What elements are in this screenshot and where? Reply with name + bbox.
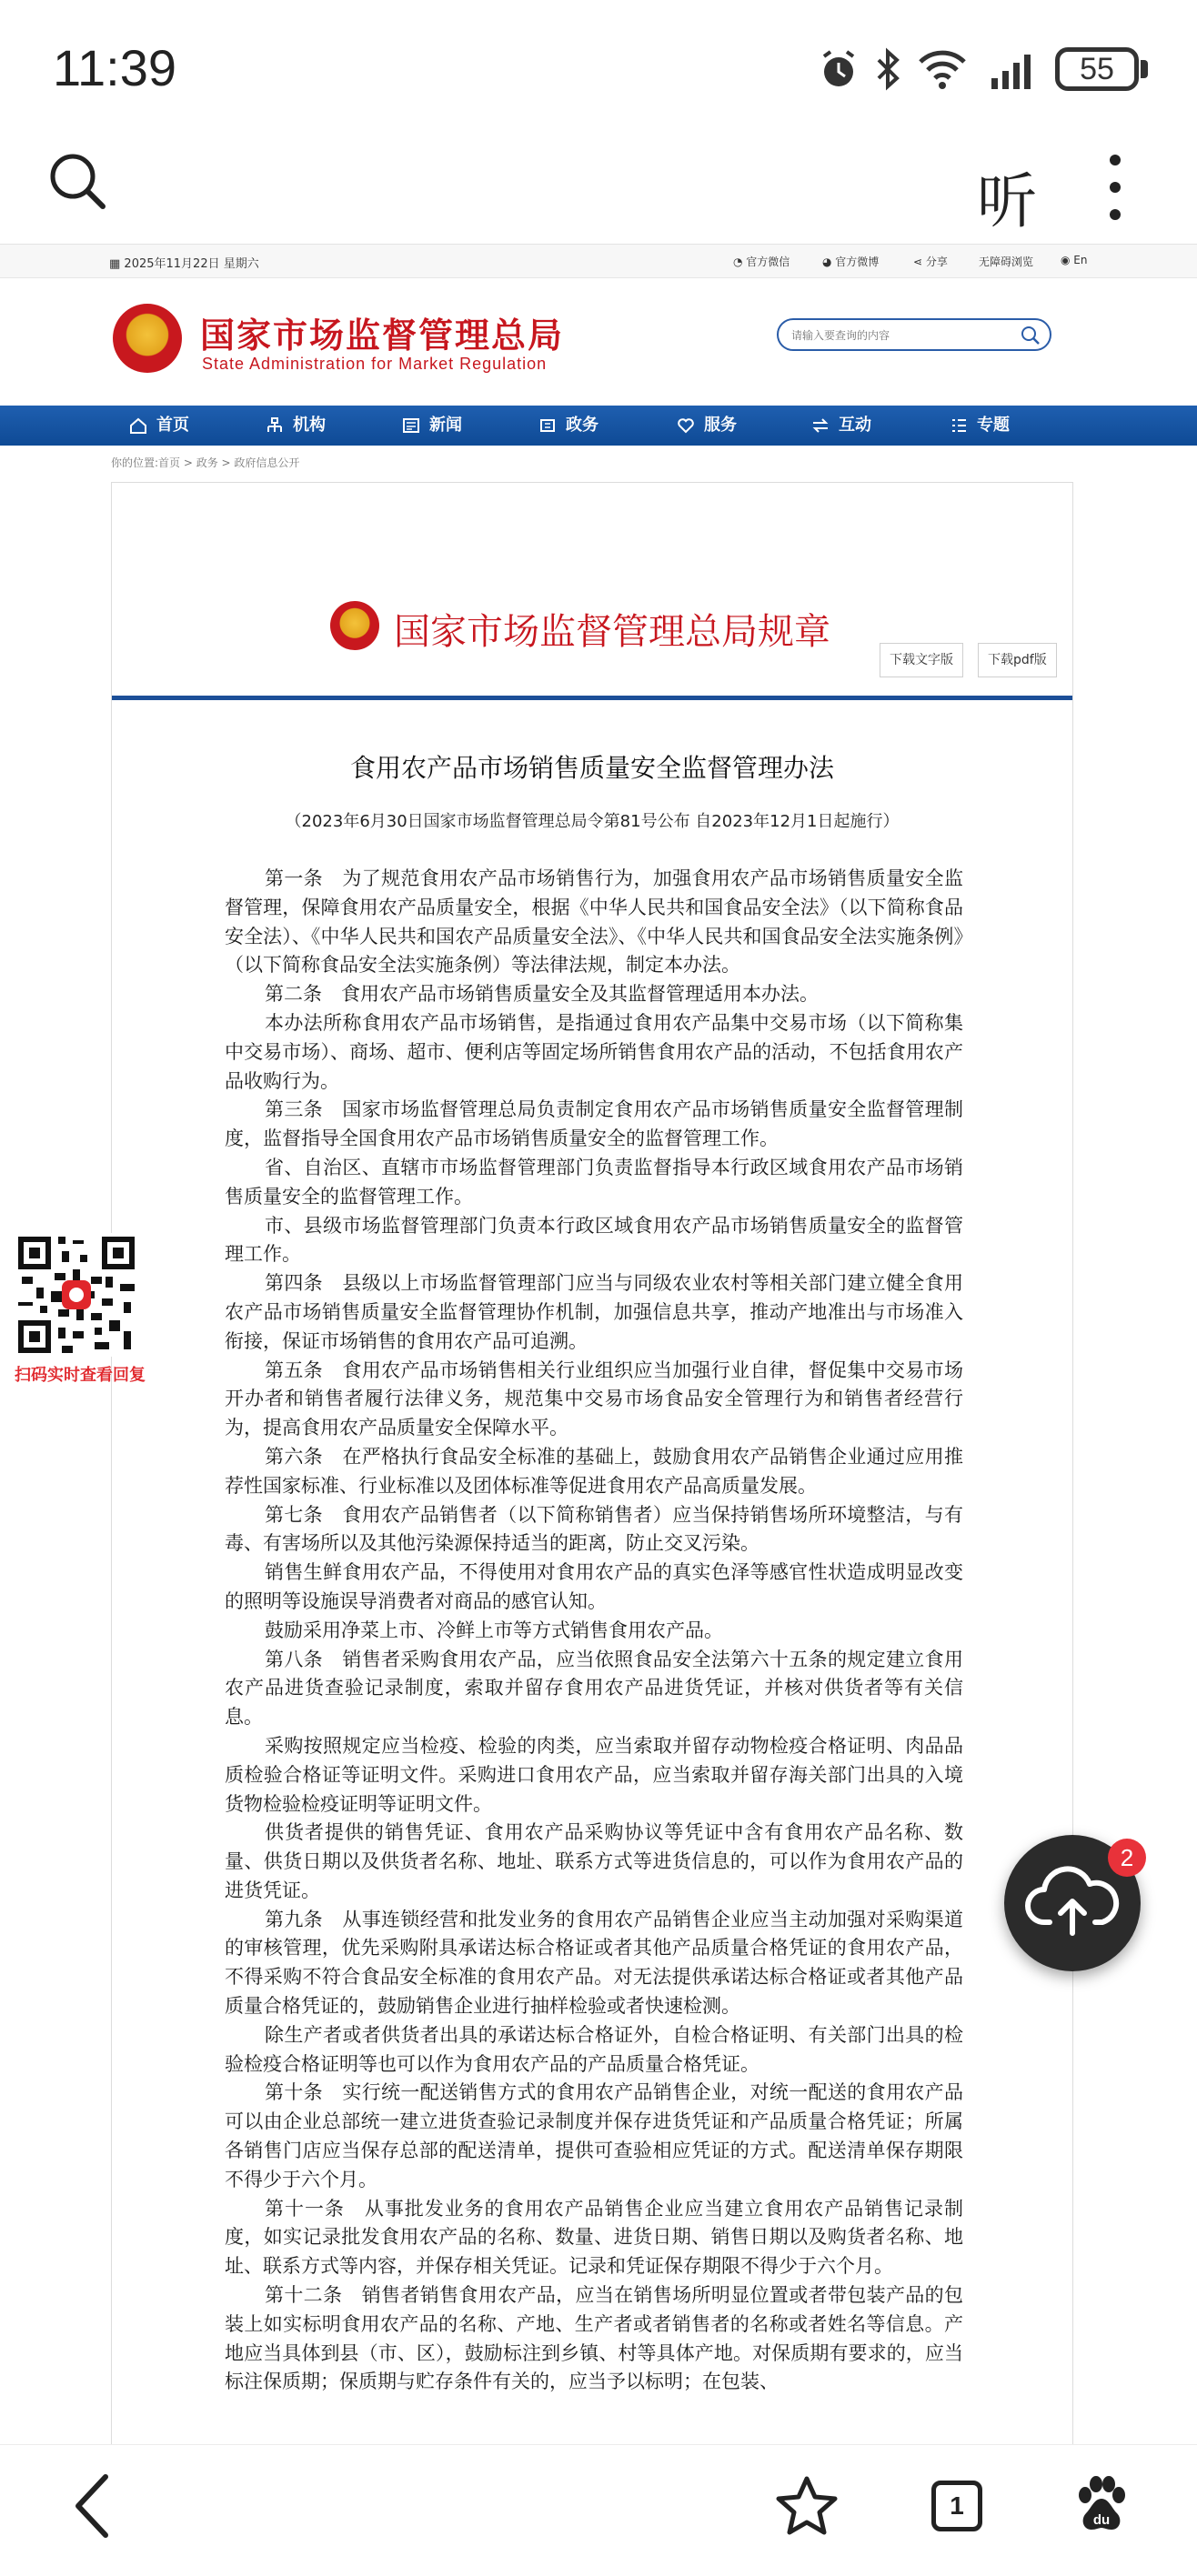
main-nav (0, 406, 1197, 446)
share-icon: ⋖ (913, 256, 926, 268)
globe-icon: ◉ (1061, 254, 1074, 266)
battery-tip (1141, 60, 1148, 78)
home-icon (129, 416, 147, 435)
status-time: 11:39 (53, 39, 176, 96)
battery-icon: 55 (1055, 47, 1139, 91)
wechat-icon: ◔ (733, 256, 747, 268)
link-accessibility[interactable]: 无障碍浏览 (979, 256, 1034, 268)
divider (112, 696, 1072, 700)
nav-service[interactable]: 服务 (677, 406, 737, 446)
article-paragraph: 第六条 在严格执行食品安全标准的基础上，鼓励食用农产品销售企业通过应用推荐性国家标准、行业标准以及团体标准等促进食用农产品高质量发展。 (225, 1445, 963, 1497)
article-paragraph: 供货者提供的销售凭证、食用农产品采购协议等凭证中含有食用农产品名称、数量、供货日期以及供货者名称、地址、联系方式等进货信息的，可以作为食用农产品的进货凭证。 (225, 1821, 963, 1901)
site-date: ▦ 2025年11月22日 星期六 (109, 257, 259, 271)
article-paragraph: 采购按照规定应当检疫、检验的肉类，应当索取并留存动物检疫合格证明、肉品品质检验合格证等证明文件。采购进口食用农产品，应当索取并留存海关部门出具的入境货物检验检疫证明等证明文件。 (225, 1734, 963, 1815)
article-paragraph: 鼓励采用净菜上市、冷鲜上市等方式销售食用农产品。 (265, 1619, 723, 1641)
qr-code-label: 扫码实时查看回复 (15, 1366, 146, 1385)
link-share[interactable]: ⋖ 分享 (913, 256, 948, 268)
link-english[interactable]: ◉ En (1061, 254, 1088, 266)
article-paragraph: 第七条 食用农产品销售者（以下简称销售者）应当保持销售场所环境整洁，与有毒、有害场所以及其他污染源保持适当的距离，防止交叉污染。 (225, 1503, 963, 1555)
org-icon (266, 416, 284, 435)
link-weibo[interactable]: ◕ 官方微博 (822, 256, 880, 268)
article-paragraph: 第八条 销售者采购食用农产品，应当依照食品安全法第六十五条的规定建立食用农产品进货查验记录制度，索取并留存食用农产品进货凭证，并核对供货者等有关信息。 (225, 1648, 963, 1729)
wifi-icon (917, 47, 968, 91)
article-paragraph: 省、自治区、直辖市市场监督管理部门负责监督指导本行政区域食用农产品市场销售质量安全的监督管理工作。 (225, 1156, 963, 1208)
site-top-line (0, 244, 1197, 278)
org-name-en: State Administration for Market Regulation (202, 355, 548, 373)
article-paragraph: 第十二条 销售者销售食用农产品，应当在销售场所明显位置或者带包装产品的包装上如实标明食用农产品的名称、产地、生产者或者销售者的名称或者姓名等信息。产地应当具体到县（市、区），鼓励标注到乡镇、村等具体产地。对保质期有要求的，应当标注保质期；保质期与贮存条件有关的，应当予以标明；在包装、 (225, 2284, 963, 2393)
banner-title: 国家市场监督管理总局规章 (394, 611, 830, 653)
national-emblem-logo (113, 304, 182, 373)
article-paragraph: 销售生鲜食用农产品，不得使用对食用农产品的真实色泽等感官性状造成明显改变的照明等设施误导消费者对商品的感官认知。 (225, 1561, 963, 1612)
article-paragraph: 市、县级市场监督管理部门负责本行政区域食用农产品市场销售质量安全的监督管理工作。 (225, 1214, 963, 1266)
article-paragraph: 第三条 国家市场监督管理总局负责制定食用农产品市场销售质量安全监督管理制度，监督指导全国食用农产品市场销售质量安全的监督管理工作。 (225, 1098, 963, 1150)
article-paragraph: 第十一条 从事批发业务的食用农产品销售企业应当建立食用农产品销售记录制度，如实记录批发食用农产品的名称、数量、进货日期、销售日期以及购货者名称、地址、联系方式等内容，并保存相关凭证。记录和凭证保存期限不得少于六个月。 (225, 2197, 963, 2278)
article-paragraph: 第二条 食用农产品市场销售质量安全及其监督管理适用本办法。 (265, 983, 819, 1006)
nav-news[interactable]: 新闻 (402, 406, 462, 446)
breadcrumb[interactable]: 你的位置:首页 > 政务 > 政府信息公开 (111, 456, 300, 469)
signal-icon (990, 47, 1041, 91)
article-paragraph: 第一条 为了规范食用农产品市场销售行为，加强食用农产品市场销售质量安全监督管理，保障食用农产品质量安全，根据《中华人民共和国食品安全法》（以下简称食品安全法）、《中华人民共和国农产品质量安全法》、《中华人民共和国食品安全法实施条例》（以下简称食品安全法实施条例）等法律法规，制定本办法。 (225, 867, 963, 977)
link-wechat[interactable]: ◔ 官方微信 (733, 256, 790, 268)
tabs-icon[interactable]: 1 (931, 2481, 982, 2531)
site-search-box (777, 318, 1051, 351)
nav-org[interactable]: 机构 (266, 406, 326, 446)
alarm-icon (817, 47, 860, 91)
nav-interact[interactable]: 互动 (811, 406, 871, 446)
banner-emblem-icon (330, 601, 379, 650)
article-paragraph: 第五条 食用农产品市场销售相关行业组织应当加强行业自律，督促集中交易市场开办者和销售者履行法律义务，规范集中交易市场食品安全管理行为和销售者经营行为，提高食用农产品质量安全保障水平。 (225, 1358, 963, 1439)
download-text-button[interactable]: 下载文字版 (880, 643, 963, 677)
heart-icon (677, 416, 695, 435)
web-page (0, 244, 1197, 2444)
document-title: 食用农产品市场销售质量安全监督管理办法 (349, 753, 834, 783)
article-paragraph: 除生产者或者供货者出具的承诺达标合格证外，自检合格证明、有关部门出具的检验检疫合格证明等也可以作为食用农产品的产品质量合格凭证。 (225, 2023, 963, 2075)
article-paragraph: 第十条 实行统一配送销售方式的食用农产品销售企业，对统一配送的食用农产品可以由企业总部统一建立进货查验记录制度并保存进货凭证和产品质量合格凭证；所属各销售门店应当保存总部的配送清单，提供可查验相应凭证的方式。配送清单保存期限不得少于六个月。 (225, 2081, 963, 2190)
list-icon (950, 416, 968, 435)
news-icon (402, 416, 420, 435)
star-icon[interactable] (775, 2475, 839, 2537)
weibo-icon: ◕ (822, 256, 836, 268)
search-icon[interactable] (47, 151, 107, 211)
nav-topics[interactable]: 专题 (950, 406, 1010, 446)
article-paragraph: 本办法所称食用农产品市场销售，是指通过食用农产品集中交易市场（以下简称集中交易市场）、商场、超市、便利店等固定场所销售食用农产品的活动，不包括食用农产品收购行为。 (225, 1011, 963, 1092)
listen-button[interactable]: 听 (977, 166, 1037, 236)
bluetooth-icon (871, 47, 904, 91)
document-panel (111, 482, 1073, 2444)
exchange-icon (811, 416, 830, 435)
calendar-icon: ▦ (109, 257, 125, 271)
bottom-nav-bar (0, 2444, 1197, 2576)
nav-home[interactable]: 首页 (129, 406, 189, 446)
notification-badge: 2 (1108, 1839, 1146, 1877)
gov-icon (538, 416, 557, 435)
article-paragraph: 第九条 从事连锁经营和批发业务的食用农产品销售企业应当主动加强对采购渠道的审核管理，优先采购附具承诺达标合格证或者其他产品质量合格凭证的食用农产品，不得采购不符合食品安全标准的食用农产品。对无法提供承诺达标合格证或者其他产品质量合格凭证的，鼓励销售企业进行抽样检验或者快速检测。 (225, 1908, 963, 2018)
document-body (225, 865, 963, 2397)
site-search-input[interactable] (790, 326, 1011, 346)
org-name-cn: 国家市场监督管理总局 (200, 316, 565, 356)
document-subtitle: （2023年6月30日国家市场监督管理总局令第81号公布 自2023年12月1日起施行） (285, 812, 900, 831)
more-icon[interactable] (1110, 155, 1122, 236)
back-icon[interactable] (73, 2473, 113, 2539)
status-bar (0, 0, 1197, 136)
svg-text:du: du (1092, 2512, 1111, 2528)
article-paragraph: 第四条 县级以上市场监督管理部门应当与同级农业农村等相关部门建立健全食用农产品市场销售质量安全监督管理协作机制，加强信息共享，推动产地准出与市场准入衔接，保证市场销售的食用农产品可追溯。 (225, 1272, 963, 1352)
qr-code-image[interactable] (15, 1233, 138, 1357)
download-pdf-button[interactable]: 下载pdf版 (978, 643, 1057, 677)
baidu-paw-icon[interactable] (1071, 2475, 1132, 2535)
nav-gov[interactable]: 政务 (538, 406, 598, 446)
search-icon[interactable] (1021, 326, 1041, 346)
